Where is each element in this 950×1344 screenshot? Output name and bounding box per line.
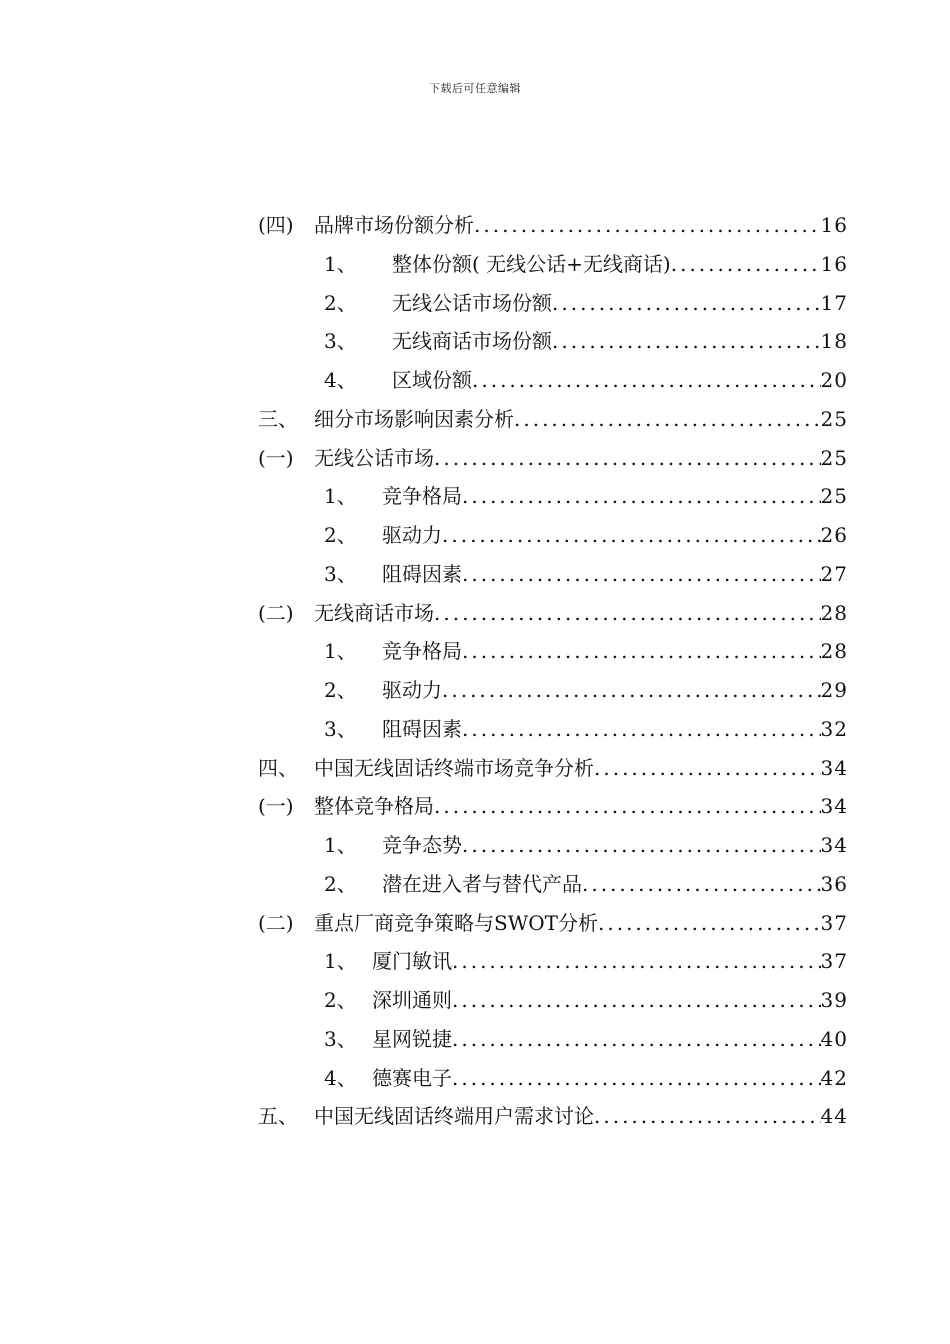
toc-leader <box>452 1020 821 1059</box>
toc-leader <box>474 206 821 245</box>
toc-entry-page: 26 <box>820 523 848 547</box>
toc-entry-title: 阻碍因素 <box>382 561 462 586</box>
toc-entry-number: 1、 <box>324 949 357 974</box>
toc-entry-number: 三、 <box>258 406 298 431</box>
toc-entry-title: 德赛电子 <box>372 1065 452 1090</box>
toc-entry-title: 驱动力 <box>382 523 442 547</box>
toc-leader <box>552 284 821 323</box>
toc-entry[interactable] <box>258 1059 848 1098</box>
toc-entry-title: 竞争态势 <box>382 833 462 857</box>
toc-entry-page: 40 <box>820 1026 848 1051</box>
toc-entry[interactable] <box>258 322 848 361</box>
toc-entry-number: (一) <box>258 794 294 819</box>
toc-entry[interactable] <box>258 555 848 594</box>
toc-entry-page: 39 <box>820 988 848 1012</box>
toc-entry[interactable] <box>258 477 848 516</box>
toc-entry-page: 25 <box>820 445 848 470</box>
toc-entry-title: 潜在进入者与替代产品 <box>382 871 582 896</box>
toc-entry-title: 无线商话市场 <box>314 600 434 625</box>
toc-entry-title: 中国无线固话终端市场竞争分析 <box>314 755 594 780</box>
toc-leader <box>434 594 821 633</box>
toc-entry-title: 驱动力 <box>382 678 442 702</box>
toc-entry-title: 厦门敏讯 <box>372 949 452 974</box>
toc-entry-number: 1、 <box>324 251 357 276</box>
toc-entry-title: 竞争格局 <box>382 639 462 664</box>
toc-entry-page: 28 <box>820 600 848 625</box>
toc-entry-page: 27 <box>820 561 848 586</box>
toc-entry-page: 20 <box>820 368 848 392</box>
toc-leader <box>434 439 821 478</box>
toc-entry-page: 34 <box>820 755 848 780</box>
toc-leader <box>514 400 821 439</box>
toc-leader <box>452 981 821 1020</box>
toc-leader <box>462 477 821 516</box>
toc-entry-number: 五、 <box>258 1104 298 1129</box>
toc-leader <box>462 555 821 594</box>
toc-entry-number: 1、 <box>324 833 357 857</box>
toc-entry-page: 17 <box>820 290 848 315</box>
toc-entry-page: 36 <box>820 871 848 896</box>
toc-entry-title: 整体份额( 无线公话+无线商话) <box>392 251 671 276</box>
toc-entry[interactable] <box>258 400 848 439</box>
toc-entry-page: 25 <box>820 484 848 509</box>
toc-entry[interactable] <box>258 826 848 865</box>
toc-entry-number: (二) <box>258 910 294 935</box>
toc-entry-number: 2、 <box>324 290 357 315</box>
toc-entry-page: 16 <box>820 213 848 237</box>
toc-entry-number: (二) <box>258 600 294 625</box>
toc-entry-title: 竞争格局 <box>382 484 462 509</box>
toc-entry-page: 18 <box>820 329 848 354</box>
toc-entry-title: 无线商话市场份额 <box>392 329 552 354</box>
toc-entry-number: 1、 <box>324 639 357 664</box>
toc-entry-page: 32 <box>820 716 848 741</box>
toc-entry-title: 星网锐捷 <box>372 1026 452 1051</box>
toc-leader <box>452 1059 821 1098</box>
toc-entry-title: 整体竞争格局 <box>314 794 434 819</box>
toc-entry-page: 34 <box>820 833 848 857</box>
toc-entry-title: 区域份额 <box>392 368 472 392</box>
toc-entry-number: 4、 <box>324 1065 357 1090</box>
page-header: 下载后可任意编辑 <box>429 82 521 95</box>
toc-entry-page: 28 <box>820 639 848 664</box>
toc-leader <box>442 671 821 710</box>
toc-entry[interactable] <box>258 632 848 671</box>
table-of-contents <box>258 206 848 1136</box>
toc-entry-title: 细分市场影响因素分析 <box>314 406 514 431</box>
toc-leader <box>598 904 821 943</box>
toc-leader <box>594 1097 821 1136</box>
toc-entry[interactable] <box>258 594 848 633</box>
toc-entry-page: 25 <box>820 406 848 431</box>
toc-entry[interactable] <box>258 787 848 826</box>
toc-leader <box>434 787 821 826</box>
toc-entry-page: 44 <box>820 1104 848 1129</box>
toc-entry-number: (一) <box>258 445 294 470</box>
toc-entry[interactable] <box>258 361 848 400</box>
toc-entry-number: 3、 <box>324 561 357 586</box>
toc-entry[interactable] <box>258 1097 848 1136</box>
toc-entry-page: 37 <box>820 910 848 935</box>
toc-leader <box>462 710 821 749</box>
toc-entry-number: 2、 <box>324 988 357 1012</box>
toc-entry-page: 34 <box>820 794 848 819</box>
toc-entry-number: 1、 <box>324 484 357 509</box>
toc-leader <box>462 826 821 865</box>
toc-entry[interactable] <box>258 439 848 478</box>
toc-entry-title: 品牌市场份额分析 <box>314 213 474 237</box>
toc-entry-title: 中国无线固话终端用户需求讨论 <box>314 1104 594 1129</box>
toc-entry[interactable] <box>258 245 848 284</box>
toc-entry[interactable] <box>258 981 848 1020</box>
toc-entry-page: 42 <box>820 1065 848 1090</box>
toc-entry[interactable] <box>258 1020 848 1059</box>
toc-entry[interactable] <box>258 749 848 788</box>
toc-leader <box>552 322 821 361</box>
toc-entry-page: 29 <box>820 678 848 702</box>
toc-entry-number: 2、 <box>324 871 357 896</box>
toc-entry-page: 16 <box>820 251 848 276</box>
toc-leader <box>582 865 821 904</box>
toc-entry[interactable] <box>258 671 848 710</box>
toc-leader <box>442 516 821 555</box>
toc-leader <box>671 245 821 284</box>
toc-entry-number: 4、 <box>324 368 357 392</box>
toc-leader <box>462 632 821 671</box>
toc-entry-number: 3、 <box>324 1026 357 1051</box>
toc-entry[interactable] <box>258 516 848 555</box>
toc-entry[interactable] <box>258 904 848 943</box>
toc-entry[interactable] <box>258 942 848 981</box>
toc-entry-number: 3、 <box>324 329 357 354</box>
toc-entry[interactable] <box>258 865 848 904</box>
toc-entry-number: 2、 <box>324 678 357 702</box>
toc-entry-number: 四、 <box>258 755 298 780</box>
toc-entry-title: 重点厂商竞争策略与SWOT分析 <box>314 910 598 935</box>
toc-entry-title: 无线公话市场 <box>314 445 434 470</box>
toc-entry-title: 深圳通则 <box>372 988 452 1012</box>
toc-entry-title: 无线公话市场份额 <box>392 290 552 315</box>
toc-entry-number: (四) <box>258 213 294 237</box>
toc-leader <box>452 942 821 981</box>
toc-entry-page: 37 <box>820 949 848 974</box>
toc-entry-number: 2、 <box>324 523 357 547</box>
toc-leader <box>472 361 821 400</box>
toc-entry[interactable] <box>258 206 848 245</box>
toc-entry[interactable] <box>258 710 848 749</box>
toc-entry-title: 阻碍因素 <box>382 716 462 741</box>
toc-entry[interactable] <box>258 284 848 323</box>
toc-entry-number: 3、 <box>324 716 357 741</box>
toc-leader <box>594 749 821 788</box>
